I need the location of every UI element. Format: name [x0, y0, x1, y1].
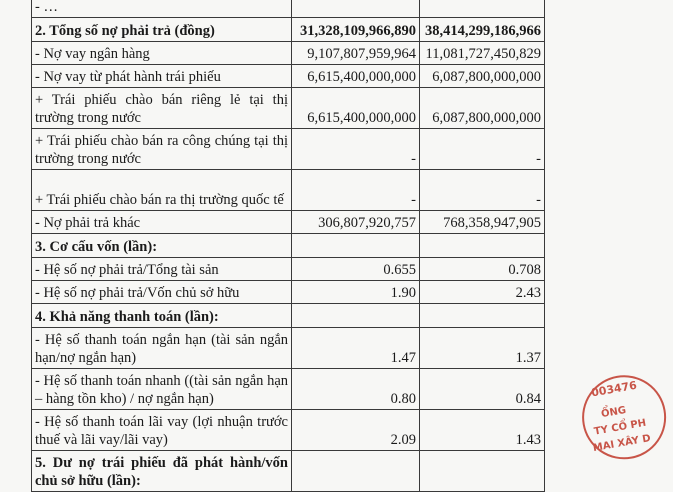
section-heading: 5. Dư nợ trái phiếu đã phát hành/vốn chủ sở hữu (lần): — [32, 451, 292, 492]
table-row — [32, 170, 545, 211]
row-label: - Nợ vay từ phát hành trái phiếu — [32, 65, 292, 88]
value-previous: - — [420, 129, 545, 170]
table-row — [32, 410, 545, 451]
value-previous: 0.84 — [420, 369, 545, 410]
value-current — [292, 234, 420, 258]
value-current — [292, 0, 420, 18]
value-previous: 1.43 — [420, 410, 545, 451]
value-current: 1.90 — [292, 281, 420, 304]
value-previous: 11,081,727,450,829 — [420, 42, 545, 65]
value-previous: 6,087,800,000,000 — [420, 88, 545, 129]
value-current — [292, 451, 420, 492]
table-row — [32, 0, 545, 18]
table-row — [32, 258, 545, 281]
seal-code: 003476 — [590, 378, 638, 400]
value-previous: 768,358,947,905 — [420, 211, 545, 234]
row-label: + Trái phiếu chào bán riêng lẻ tại thị trường trong nước — [32, 88, 292, 129]
value-current: - — [292, 170, 420, 211]
table-row — [32, 281, 545, 304]
value-previous: 1.37 — [420, 328, 545, 369]
row-label: - Hệ số thanh toán ngắn hạn (tài sản ngắn hạn/nợ ngắn hạn) — [32, 328, 292, 369]
value-current: 1.47 — [292, 328, 420, 369]
table-row — [32, 451, 545, 492]
value-previous — [420, 234, 545, 258]
seal-text-line: TY CỔ PH — [593, 417, 647, 438]
table-row — [32, 65, 545, 88]
value-current: 9,107,807,959,964 — [292, 42, 420, 65]
value-previous: 6,087,800,000,000 — [420, 65, 545, 88]
value-current: 306,807,920,757 — [292, 211, 420, 234]
row-label: - Nợ phải trả khác — [32, 211, 292, 234]
value-current: 0.655 — [292, 258, 420, 281]
value-current: 0.80 — [292, 369, 420, 410]
table-row — [32, 369, 545, 410]
value-current: 2.09 — [292, 410, 420, 451]
value-previous: 0.708 — [420, 258, 545, 281]
table-row — [32, 88, 545, 129]
value-previous — [420, 304, 545, 328]
seal-text-line: ỔNG — [600, 404, 627, 421]
section-heading: 4. Khả năng thanh toán (lần): — [32, 304, 292, 328]
table-row — [32, 42, 545, 65]
seal-text-line: MAI XÂY D — [592, 433, 652, 455]
row-label: - Hệ số thanh toán lãi vay (lợi nhuận trước thuế và lãi vay/lãi vay) — [32, 410, 292, 451]
table-row — [32, 328, 545, 369]
value-previous: 2.43 — [420, 281, 545, 304]
table-row — [32, 129, 545, 170]
row-label: - Hệ số nợ phải trả/Tổng tài sản — [32, 258, 292, 281]
value-current: 31,328,109,966,890 — [292, 18, 420, 42]
table-row — [32, 211, 545, 234]
value-current: - — [292, 129, 420, 170]
row-label: - … — [32, 0, 292, 18]
value-current: 6,615,400,000,000 — [292, 65, 420, 88]
row-label: + Trái phiếu chào bán ra công chúng tại thị trường trong nước — [32, 129, 292, 170]
row-label: - Hệ số thanh toán nhanh ((tài sản ngắn hạn – hàng tồn kho) / nợ ngắn hạn) — [32, 369, 292, 410]
table-row — [32, 18, 545, 42]
row-label: - Hệ số nợ phải trả/Vốn chủ sở hữu — [32, 281, 292, 304]
company-seal-stamp — [583, 367, 658, 466]
section-heading: 2. Tổng số nợ phải trả (đồng) — [32, 18, 292, 42]
row-label: + Trái phiếu chào bán ra thị trường quốc tế — [32, 170, 292, 211]
value-previous — [420, 451, 545, 492]
financial-table — [31, 0, 545, 492]
value-current: 6,615,400,000,000 — [292, 88, 420, 129]
table-row — [32, 234, 545, 258]
row-label: - Nợ vay ngân hàng — [32, 42, 292, 65]
table-row — [32, 304, 545, 328]
section-heading: 3. Cơ cấu vốn (lần): — [32, 234, 292, 258]
value-previous: - — [420, 170, 545, 211]
value-previous: 38,414,299,186,966 — [420, 18, 545, 42]
value-previous — [420, 0, 545, 18]
value-current — [292, 304, 420, 328]
